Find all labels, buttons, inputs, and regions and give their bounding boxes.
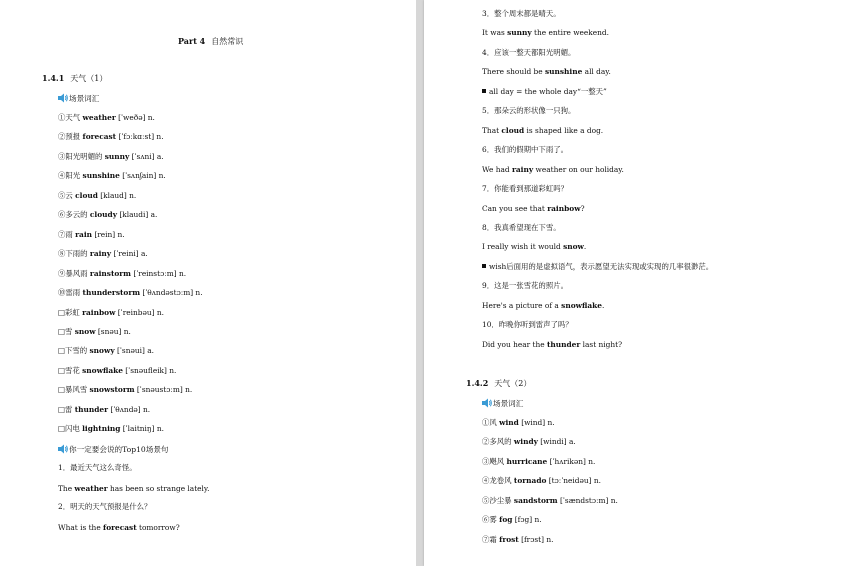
vocab-item bbox=[58, 308, 164, 318]
text: [ˈsnəustɔːm] n. bbox=[134, 385, 193, 395]
keyword: rainy bbox=[89, 249, 112, 259]
sentence-en bbox=[58, 484, 209, 494]
text: [klaud] n. bbox=[97, 190, 137, 200]
bullet-square-icon bbox=[482, 89, 486, 93]
text: [fɔg] n. bbox=[512, 515, 542, 525]
part-label: Part 4 bbox=[178, 36, 206, 46]
text: [ˈreini] a. bbox=[111, 249, 148, 259]
text: ④龙卷风 bbox=[482, 476, 514, 486]
sentence-en bbox=[482, 340, 622, 350]
sentence-cn: 1．最近天气这么奇怪。 bbox=[58, 463, 137, 472]
section-name: 天气（1） bbox=[70, 74, 108, 83]
keyword: cloud bbox=[75, 190, 98, 200]
sentence-en bbox=[482, 165, 624, 175]
text: ④阳光 bbox=[58, 171, 83, 181]
vocab-item bbox=[58, 210, 157, 220]
note-text: all day = the whole day“一整天” bbox=[489, 86, 607, 96]
keyword: tornado bbox=[513, 476, 547, 486]
sentence-cn: 2．明天的天气预报是什么？ bbox=[58, 502, 152, 511]
keyword: cloudy bbox=[89, 210, 117, 220]
sentence-cn: 10．昨晚你听到雷声了吗？ bbox=[482, 320, 573, 330]
keyword: snowstorm bbox=[89, 385, 135, 395]
sentence-en bbox=[482, 126, 603, 136]
sentence-cn: 8．我真希望现在下雪。 bbox=[482, 222, 561, 232]
text: [ˈreinstɔːm] n. bbox=[131, 268, 187, 278]
keyword: wind bbox=[499, 418, 519, 427]
text: . bbox=[601, 300, 605, 310]
text: □下雪的 bbox=[58, 346, 90, 356]
sentence-cn: 5．那朵云的形状像一只狗。 bbox=[482, 106, 576, 116]
text: ③阳光明媚的 bbox=[58, 151, 105, 161]
text: The bbox=[58, 484, 75, 493]
text: ⑤沙尘暴 bbox=[482, 495, 514, 505]
text: . bbox=[583, 242, 587, 252]
vocab-item bbox=[58, 405, 150, 415]
section-title-1-4-2 bbox=[466, 378, 531, 389]
text: ⑩雷雨 bbox=[58, 288, 83, 298]
sentence-header-label: 你一定要会说的Top10场景句 bbox=[69, 445, 169, 454]
sentence-en bbox=[482, 301, 604, 311]
text: [snəu] n. bbox=[95, 326, 131, 336]
text: □雪花 bbox=[58, 365, 83, 375]
text: □暴风雪 bbox=[58, 385, 90, 395]
text: □雷 bbox=[58, 404, 75, 414]
section-title-1-4-1 bbox=[42, 73, 107, 84]
vocab-item bbox=[58, 132, 164, 142]
keyword: thunder bbox=[546, 339, 581, 349]
text: I really wish it would bbox=[482, 242, 564, 252]
text: [ˈsnəufleik] n. bbox=[122, 365, 177, 375]
text: [rein] n. bbox=[92, 229, 125, 239]
text: That bbox=[482, 125, 502, 135]
vocab-item bbox=[58, 366, 176, 376]
vocab-item bbox=[482, 515, 542, 525]
sentence-cn: 4．应该一整天都阳光明媚。 bbox=[482, 47, 576, 57]
text: ⑦雨 bbox=[58, 229, 76, 239]
speaker-icon bbox=[58, 444, 68, 457]
keyword: fog bbox=[499, 515, 513, 525]
keyword: snowflake bbox=[561, 300, 602, 310]
text: There should be bbox=[482, 67, 545, 77]
keyword: hurricane bbox=[506, 456, 548, 466]
text: all day. bbox=[582, 67, 611, 77]
vocab-item bbox=[58, 152, 164, 162]
vocab-item bbox=[482, 476, 601, 486]
text: [ˈθʌndəstɔːm] n. bbox=[140, 288, 203, 298]
keyword: frost bbox=[499, 534, 519, 544]
text: [ˈweðə] n. bbox=[115, 113, 155, 122]
text: ⑧下雨的 bbox=[58, 249, 90, 259]
keyword: rainstorm bbox=[89, 268, 132, 278]
text: [tɔːˈneidəu] n. bbox=[546, 476, 601, 486]
text: It was bbox=[482, 28, 508, 38]
vocab-header bbox=[482, 398, 523, 411]
text: ⑥雾 bbox=[482, 515, 500, 525]
keyword: forecast bbox=[103, 523, 137, 532]
text: What is the bbox=[58, 523, 104, 532]
text: [wind] n. bbox=[518, 418, 555, 427]
note-text: wish后面用的是虚拟语气，表示愿望无法实现或实现的几率很渺茫。 bbox=[489, 261, 714, 271]
vocab-item bbox=[482, 437, 576, 447]
keyword: sunshine bbox=[82, 171, 120, 181]
text: ③飓风 bbox=[482, 456, 507, 466]
text: [frɔst] n. bbox=[518, 534, 554, 544]
text: Can you see that bbox=[482, 203, 548, 213]
text: [ˈsʌnʃain] n. bbox=[119, 171, 166, 181]
part-title bbox=[178, 36, 243, 47]
keyword: cloud bbox=[501, 125, 525, 135]
vocab-item bbox=[58, 346, 154, 356]
keyword: thunderstorm bbox=[82, 288, 141, 298]
text: □闪电 bbox=[58, 424, 83, 434]
sentence-cn: 6．我们的假期中下雨了。 bbox=[482, 145, 569, 155]
sentence-header bbox=[58, 444, 169, 457]
text: is shaped like a dog. bbox=[524, 125, 604, 135]
sentence-cn: 9．这是一张雪花的照片。 bbox=[482, 281, 569, 291]
vocab-item bbox=[58, 191, 136, 201]
keyword: snowy bbox=[89, 346, 115, 356]
sentence-cn: 7．你能看到那道彩虹吗？ bbox=[482, 184, 569, 194]
right-page bbox=[424, 0, 844, 566]
vocab-item bbox=[58, 424, 164, 434]
text: Here's a picture of a bbox=[482, 300, 562, 310]
text: [ˈθʌndə] n. bbox=[108, 404, 151, 414]
vocab-item bbox=[482, 418, 555, 428]
keyword: forecast bbox=[82, 132, 117, 142]
text: Did you hear the bbox=[482, 339, 547, 349]
bullet-square-icon bbox=[482, 264, 486, 268]
text: [ˈsnəui] a. bbox=[114, 346, 154, 356]
text: ⑨暴风雨 bbox=[58, 268, 90, 278]
vocab-header-label: 场景词汇 bbox=[69, 94, 100, 103]
text: ? bbox=[580, 203, 585, 213]
text: [ˈreinbəu] n. bbox=[115, 307, 164, 317]
text: ②预报 bbox=[58, 132, 83, 142]
keyword: lightning bbox=[82, 424, 121, 434]
keyword: weather bbox=[82, 113, 116, 122]
keyword: windy bbox=[513, 437, 538, 447]
section-number: 1.4.2 bbox=[466, 378, 489, 388]
page-gap bbox=[416, 0, 424, 566]
sentence-en bbox=[482, 204, 585, 214]
text: [ˈsændstɔːm] n. bbox=[557, 495, 618, 505]
keyword: snow bbox=[74, 326, 96, 336]
part-name: 自然常识 bbox=[211, 37, 244, 46]
text: [ˈsʌni] a. bbox=[129, 151, 164, 161]
text: tomorrow? bbox=[136, 523, 180, 532]
vocab-header bbox=[58, 93, 99, 106]
note bbox=[482, 262, 713, 272]
vocab-item bbox=[58, 269, 186, 279]
sentence-en bbox=[58, 523, 180, 533]
speaker-icon bbox=[482, 398, 492, 411]
keyword: snowflake bbox=[82, 365, 123, 375]
left-page bbox=[0, 0, 416, 566]
section-name: 天气（2） bbox=[494, 379, 532, 388]
text: ⑦霜 bbox=[482, 534, 500, 544]
vocab-item bbox=[482, 457, 595, 467]
vocab-header-label: 场景词汇 bbox=[493, 399, 524, 408]
note bbox=[482, 87, 607, 97]
keyword: snow bbox=[563, 242, 584, 252]
text: ⑤云 bbox=[58, 190, 76, 200]
keyword: weather bbox=[74, 484, 108, 493]
keyword: rainbow bbox=[82, 307, 116, 317]
sentence-en bbox=[482, 242, 586, 252]
keyword: sunny bbox=[507, 28, 532, 38]
keyword: thunder bbox=[74, 404, 109, 414]
text: weather on our holiday. bbox=[533, 164, 624, 174]
text: last night? bbox=[580, 339, 623, 349]
keyword: rainbow bbox=[547, 203, 581, 213]
text: ①风 bbox=[482, 418, 500, 427]
speaker-icon bbox=[58, 93, 68, 106]
keyword: sandstorm bbox=[513, 495, 558, 505]
text: the entire weekend. bbox=[531, 28, 609, 38]
vocab-item bbox=[58, 230, 125, 240]
text: [ˈhʌrikən] n. bbox=[547, 456, 596, 466]
text: [windi] a. bbox=[537, 437, 576, 447]
vocab-item bbox=[58, 385, 192, 395]
vocab-item bbox=[58, 113, 155, 123]
sentence-cn: 3．整个周末都是晴天。 bbox=[482, 9, 561, 18]
text: We had bbox=[482, 164, 512, 174]
text: has been so strange lately. bbox=[107, 484, 210, 493]
text: ⑥多云的 bbox=[58, 210, 90, 220]
sentence-en bbox=[482, 28, 609, 38]
text: □雪 bbox=[58, 326, 75, 336]
keyword: rain bbox=[75, 229, 93, 239]
text: [klaudi] a. bbox=[117, 210, 158, 220]
text: [ˈfɔːkɑːst] n. bbox=[116, 132, 164, 142]
section-number: 1.4.1 bbox=[42, 73, 65, 83]
text: ②多风的 bbox=[482, 437, 514, 447]
text: ①天气 bbox=[58, 113, 83, 122]
vocab-item bbox=[482, 496, 618, 506]
sentence-en bbox=[482, 67, 611, 77]
text: □彩虹 bbox=[58, 307, 83, 317]
vocab-item bbox=[58, 327, 131, 337]
text: [ˈlaitniŋ] n. bbox=[120, 424, 165, 434]
vocab-item bbox=[58, 249, 148, 259]
vocab-item bbox=[58, 288, 203, 298]
vocab-item bbox=[58, 171, 166, 181]
vocab-item bbox=[482, 535, 553, 545]
keyword: sunny bbox=[104, 151, 130, 161]
keyword: sunshine bbox=[544, 67, 583, 77]
keyword: rainy bbox=[511, 164, 534, 174]
